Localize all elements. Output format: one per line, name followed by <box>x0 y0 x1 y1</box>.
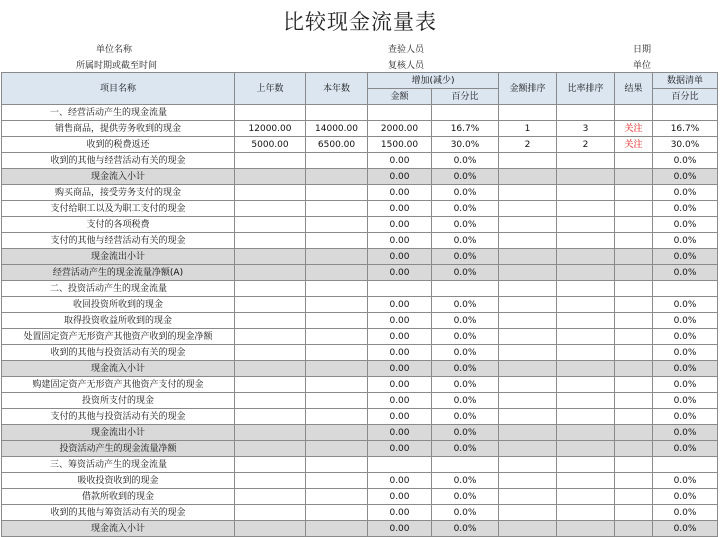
last-year-cell <box>235 217 306 233</box>
this-year-cell <box>306 265 368 281</box>
table-row <box>2 441 718 457</box>
ratio-rank-cell <box>557 169 615 185</box>
data-percent-cell: 0.0% <box>653 201 718 217</box>
ratio-rank-cell: 2 <box>557 137 615 153</box>
this-year-cell <box>306 473 368 489</box>
amount-rank-cell <box>499 185 557 201</box>
amount-rank-cell <box>499 393 557 409</box>
change-percent-cell: 0.0% <box>432 249 499 265</box>
change-percent-cell: 0.0% <box>432 313 499 329</box>
result-cell <box>615 281 653 297</box>
this-year-cell <box>306 153 368 169</box>
this-year-cell <box>306 201 368 217</box>
item-name-cell: 收到的其他与筹资活动有关的现金 <box>2 505 235 521</box>
this-year-cell <box>306 409 368 425</box>
data-percent-cell: 0.0% <box>653 153 718 169</box>
item-name-cell: 销售商品，提供劳务收到的现金 <box>2 121 235 137</box>
amount-rank-cell <box>499 297 557 313</box>
result-cell <box>615 217 653 233</box>
change-amount-cell: 0.00 <box>368 265 432 281</box>
amount-rank-cell <box>499 473 557 489</box>
data-percent-cell: 0.0% <box>653 489 718 505</box>
table-row <box>2 185 718 201</box>
this-year-cell <box>306 297 368 313</box>
table-row <box>2 505 718 521</box>
unit-label: 单位 <box>633 61 652 71</box>
ratio-rank-cell <box>557 105 615 121</box>
last-year-cell <box>235 249 306 265</box>
this-year-cell <box>306 185 368 201</box>
header-data-list: 数据清单 <box>653 73 718 89</box>
ratio-rank-cell: 3 <box>557 121 615 137</box>
change-amount-cell: 0.00 <box>368 441 432 457</box>
this-year-cell <box>306 393 368 409</box>
last-year-cell <box>235 233 306 249</box>
ratio-rank-cell <box>557 361 615 377</box>
this-year-cell <box>306 217 368 233</box>
change-amount-cell: 0.00 <box>368 297 432 313</box>
table-row <box>2 425 718 441</box>
result-cell <box>615 185 653 201</box>
change-amount-cell: 0.00 <box>368 201 432 217</box>
last-year-cell <box>235 185 306 201</box>
ratio-rank-cell <box>557 409 615 425</box>
change-percent-cell: 0.0% <box>432 233 499 249</box>
ratio-rank-cell <box>557 281 615 297</box>
change-amount-cell: 0.00 <box>368 377 432 393</box>
change-percent-cell: 0.0% <box>432 169 499 185</box>
amount-rank-cell <box>499 361 557 377</box>
change-percent-cell: 0.0% <box>432 521 499 537</box>
change-amount-cell: 0.00 <box>368 393 432 409</box>
this-year-cell <box>306 249 368 265</box>
data-percent-cell: 16.7% <box>653 121 718 137</box>
amount-rank-cell <box>499 425 557 441</box>
this-year-cell <box>306 105 368 121</box>
this-year-cell <box>306 457 368 473</box>
result-cell <box>615 249 653 265</box>
table-row <box>2 169 718 185</box>
ratio-rank-cell <box>557 265 615 281</box>
last-year-cell <box>235 441 306 457</box>
header-result: 结果 <box>615 73 653 105</box>
data-percent-cell: 0.0% <box>653 361 718 377</box>
table-row <box>2 313 718 329</box>
header-item: 项目名称 <box>2 73 235 105</box>
item-name-cell: 取得投资收益所收到的现金 <box>2 313 235 329</box>
change-amount-cell: 0.00 <box>368 473 432 489</box>
data-percent-cell: 0.0% <box>653 409 718 425</box>
data-percent-cell: 0.0% <box>653 425 718 441</box>
last-year-cell <box>235 153 306 169</box>
this-year-cell <box>306 313 368 329</box>
amount-rank-cell <box>499 505 557 521</box>
data-percent-cell: 0.0% <box>653 217 718 233</box>
change-amount-cell: 0.00 <box>368 505 432 521</box>
ratio-rank-cell <box>557 297 615 313</box>
result-cell <box>615 361 653 377</box>
amount-rank-cell <box>499 169 557 185</box>
change-amount-cell: 0.00 <box>368 169 432 185</box>
date-label: 日期 <box>633 45 652 55</box>
amount-rank-cell: 2 <box>499 137 557 153</box>
last-year-cell <box>235 425 306 441</box>
item-name-cell: 收到的其他与投资活动有关的现金 <box>2 345 235 361</box>
last-year-cell <box>235 201 306 217</box>
result-cell <box>615 201 653 217</box>
data-percent-cell: 0.0% <box>653 345 718 361</box>
item-name-cell: 现金流入小计 <box>2 169 235 185</box>
last-year-cell <box>235 313 306 329</box>
amount-rank-cell <box>499 377 557 393</box>
change-percent-cell <box>432 457 499 473</box>
last-year-cell <box>235 281 306 297</box>
table-row <box>2 409 718 425</box>
change-percent-cell: 0.0% <box>432 153 499 169</box>
result-cell <box>615 329 653 345</box>
this-year-cell: 6500.00 <box>306 137 368 153</box>
table-row <box>2 217 718 233</box>
change-percent-cell: 0.0% <box>432 201 499 217</box>
result-cell <box>615 409 653 425</box>
table-row <box>2 393 718 409</box>
header-last-year: 上年数 <box>235 73 306 105</box>
ratio-rank-cell <box>557 393 615 409</box>
amount-rank-cell <box>499 281 557 297</box>
change-amount-cell: 0.00 <box>368 233 432 249</box>
header-this-year: 本年数 <box>306 73 368 105</box>
item-name-cell: 吸收投资收到的现金 <box>2 473 235 489</box>
this-year-cell <box>306 521 368 537</box>
amount-rank-cell <box>499 457 557 473</box>
reviewer-label: 复核人员 <box>388 61 425 71</box>
this-year-cell <box>306 377 368 393</box>
period-label: 所属时期或截至时间 <box>76 61 158 71</box>
result-cell <box>615 297 653 313</box>
data-percent-cell: 0.0% <box>653 265 718 281</box>
table-row <box>2 121 718 137</box>
last-year-cell <box>235 297 306 313</box>
last-year-cell <box>235 169 306 185</box>
item-name-cell: 支付的其他与投资活动有关的现金 <box>2 409 235 425</box>
amount-rank-cell <box>499 521 557 537</box>
change-amount-cell: 2000.00 <box>368 121 432 137</box>
last-year-cell <box>235 521 306 537</box>
change-percent-cell: 0.0% <box>432 489 499 505</box>
ratio-rank-cell <box>557 185 615 201</box>
data-percent-cell: 0.0% <box>653 329 718 345</box>
change-amount-cell: 0.00 <box>368 489 432 505</box>
ratio-rank-cell <box>557 217 615 233</box>
header-amount: 金额 <box>368 89 432 105</box>
ratio-rank-cell <box>557 313 615 329</box>
item-name-cell: 支付给职工以及为职工支付的现金 <box>2 201 235 217</box>
table-row <box>2 361 718 377</box>
table-row <box>2 329 718 345</box>
ratio-rank-cell <box>557 457 615 473</box>
table-row <box>2 233 718 249</box>
amount-rank-cell <box>499 409 557 425</box>
change-percent-cell: 0.0% <box>432 393 499 409</box>
data-percent-cell: 0.0% <box>653 249 718 265</box>
data-percent-cell: 0.0% <box>653 505 718 521</box>
ratio-rank-cell <box>557 377 615 393</box>
data-percent-cell: 0.0% <box>653 473 718 489</box>
change-percent-cell: 0.0% <box>432 361 499 377</box>
result-cell: 关注 <box>615 137 653 153</box>
last-year-cell <box>235 329 306 345</box>
table-row <box>2 489 718 505</box>
change-percent-cell: 0.0% <box>432 441 499 457</box>
last-year-cell <box>235 505 306 521</box>
table-row <box>2 265 718 281</box>
change-percent-cell: 0.0% <box>432 505 499 521</box>
item-name-cell: 现金流入小计 <box>2 361 235 377</box>
change-amount-cell: 0.00 <box>368 153 432 169</box>
item-name-cell: 购建固定资产无形资产其他资产支付的现金 <box>2 377 235 393</box>
result-cell <box>615 521 653 537</box>
last-year-cell <box>235 105 306 121</box>
table-row <box>2 137 718 153</box>
change-amount-cell <box>368 105 432 121</box>
last-year-cell <box>235 409 306 425</box>
ratio-rank-cell <box>557 329 615 345</box>
change-percent-cell: 0.0% <box>432 297 499 313</box>
result-cell <box>615 473 653 489</box>
result-cell <box>615 425 653 441</box>
change-percent-cell: 0.0% <box>432 217 499 233</box>
ratio-rank-cell <box>557 345 615 361</box>
this-year-cell <box>306 169 368 185</box>
item-name-cell: 经营活动产生的现金流量净额(A) <box>2 265 235 281</box>
data-percent-cell <box>653 105 718 121</box>
header-ratio-rank: 比率排序 <box>557 73 615 105</box>
last-year-cell <box>235 377 306 393</box>
change-amount-cell: 0.00 <box>368 329 432 345</box>
unit-name-label: 单位名称 <box>96 45 133 55</box>
result-cell <box>615 505 653 521</box>
ratio-rank-cell <box>557 233 615 249</box>
result-cell <box>615 457 653 473</box>
last-year-cell: 12000.00 <box>235 121 306 137</box>
table-row <box>2 377 718 393</box>
last-year-cell <box>235 489 306 505</box>
cash-flow-table <box>1 72 718 537</box>
change-amount-cell: 0.00 <box>368 521 432 537</box>
data-percent-cell: 0.0% <box>653 393 718 409</box>
last-year-cell <box>235 473 306 489</box>
change-amount-cell: 0.00 <box>368 217 432 233</box>
change-percent-cell: 0.0% <box>432 473 499 489</box>
table-row <box>2 201 718 217</box>
checker-label: 查验人员 <box>388 45 425 55</box>
result-cell <box>615 265 653 281</box>
last-year-cell <box>235 345 306 361</box>
item-name-cell: 投资所支付的现金 <box>2 393 235 409</box>
result-cell <box>615 345 653 361</box>
data-percent-cell <box>653 457 718 473</box>
table-row <box>2 473 718 489</box>
amount-rank-cell <box>499 201 557 217</box>
change-amount-cell <box>368 457 432 473</box>
data-percent-cell: 0.0% <box>653 441 718 457</box>
item-name-cell: 二、投资活动产生的现金流量 <box>2 281 235 297</box>
change-amount-cell: 0.00 <box>368 313 432 329</box>
result-cell <box>615 153 653 169</box>
change-percent-cell <box>432 105 499 121</box>
amount-rank-cell: 1 <box>499 121 557 137</box>
change-percent-cell: 0.0% <box>432 329 499 345</box>
data-percent-cell: 0.0% <box>653 377 718 393</box>
change-percent-cell: 16.7% <box>432 121 499 137</box>
change-amount-cell: 0.00 <box>368 425 432 441</box>
change-percent-cell: 0.0% <box>432 377 499 393</box>
this-year-cell <box>306 233 368 249</box>
item-name-cell: 现金流出小计 <box>2 249 235 265</box>
amount-rank-cell <box>499 313 557 329</box>
amount-rank-cell <box>499 249 557 265</box>
last-year-cell <box>235 361 306 377</box>
result-cell <box>615 313 653 329</box>
data-percent-cell: 30.0% <box>653 137 718 153</box>
table-row <box>2 249 718 265</box>
amount-rank-cell <box>499 233 557 249</box>
ratio-rank-cell <box>557 441 615 457</box>
last-year-cell <box>235 265 306 281</box>
ratio-rank-cell <box>557 473 615 489</box>
change-percent-cell: 0.0% <box>432 345 499 361</box>
header-change: 增加(减少) <box>368 73 499 89</box>
result-cell <box>615 169 653 185</box>
header-data-percent: 百分比 <box>653 89 718 105</box>
result-cell <box>615 105 653 121</box>
change-amount-cell: 0.00 <box>368 345 432 361</box>
change-amount-cell: 0.00 <box>368 249 432 265</box>
last-year-cell <box>235 457 306 473</box>
change-percent-cell <box>432 281 499 297</box>
ratio-rank-cell <box>557 153 615 169</box>
amount-rank-cell <box>499 329 557 345</box>
table-row <box>2 297 718 313</box>
header-percent: 百分比 <box>432 89 499 105</box>
item-name-cell: 现金流出小计 <box>2 425 235 441</box>
change-amount-cell: 1500.00 <box>368 137 432 153</box>
change-amount-cell: 0.00 <box>368 185 432 201</box>
this-year-cell <box>306 489 368 505</box>
item-name-cell: 一、经营活动产生的现金流量 <box>2 105 235 121</box>
last-year-cell: 5000.00 <box>235 137 306 153</box>
result-cell <box>615 233 653 249</box>
item-name-cell: 收到的其他与经营活动有关的现金 <box>2 153 235 169</box>
item-name-cell: 投资活动产生的现金流量净额 <box>2 441 235 457</box>
last-year-cell <box>235 393 306 409</box>
this-year-cell <box>306 361 368 377</box>
data-percent-cell: 0.0% <box>653 169 718 185</box>
this-year-cell <box>306 329 368 345</box>
this-year-cell <box>306 505 368 521</box>
this-year-cell <box>306 345 368 361</box>
table-row <box>2 457 718 473</box>
amount-rank-cell <box>499 441 557 457</box>
change-amount-cell: 0.00 <box>368 409 432 425</box>
result-cell <box>615 489 653 505</box>
amount-rank-cell <box>499 345 557 361</box>
data-percent-cell: 0.0% <box>653 297 718 313</box>
change-amount-cell <box>368 281 432 297</box>
data-percent-cell: 0.0% <box>653 233 718 249</box>
item-name-cell: 处置固定资产无形资产其他资产收到的现金净额 <box>2 329 235 345</box>
item-name-cell: 收到的税费返还 <box>2 137 235 153</box>
ratio-rank-cell <box>557 489 615 505</box>
change-amount-cell: 0.00 <box>368 361 432 377</box>
amount-rank-cell <box>499 153 557 169</box>
table-row <box>2 521 718 537</box>
amount-rank-cell <box>499 265 557 281</box>
this-year-cell: 14000.00 <box>306 121 368 137</box>
ratio-rank-cell <box>557 521 615 537</box>
data-percent-cell: 0.0% <box>653 313 718 329</box>
header-amount-rank: 金额排序 <box>499 73 557 105</box>
result-cell <box>615 377 653 393</box>
this-year-cell <box>306 425 368 441</box>
change-percent-cell: 0.0% <box>432 425 499 441</box>
item-name-cell: 借款所收到的现金 <box>2 489 235 505</box>
result-cell <box>615 441 653 457</box>
item-name-cell: 支付的其他与经营活动有关的现金 <box>2 233 235 249</box>
this-year-cell <box>306 441 368 457</box>
change-percent-cell: 0.0% <box>432 185 499 201</box>
result-cell <box>615 393 653 409</box>
item-name-cell: 收回投资所收到的现金 <box>2 297 235 313</box>
result-cell: 关注 <box>615 121 653 137</box>
ratio-rank-cell <box>557 505 615 521</box>
amount-rank-cell <box>499 217 557 233</box>
this-year-cell <box>306 281 368 297</box>
item-name-cell: 支付的各项税费 <box>2 217 235 233</box>
amount-rank-cell <box>499 105 557 121</box>
page-title: 比较现金流量表 <box>283 10 437 34</box>
item-name-cell: 现金流入小计 <box>2 521 235 537</box>
table-row <box>2 281 718 297</box>
change-percent-cell: 0.0% <box>432 265 499 281</box>
ratio-rank-cell <box>557 201 615 217</box>
data-percent-cell <box>653 281 718 297</box>
item-name-cell: 三、筹资活动产生的现金流量 <box>2 457 235 473</box>
data-percent-cell: 0.0% <box>653 521 718 537</box>
item-name-cell: 购买商品，接受劳务支付的现金 <box>2 185 235 201</box>
ratio-rank-cell <box>557 249 615 265</box>
table-row <box>2 105 718 121</box>
change-percent-cell: 30.0% <box>432 137 499 153</box>
change-percent-cell: 0.0% <box>432 409 499 425</box>
data-percent-cell: 0.0% <box>653 185 718 201</box>
table-row <box>2 345 718 361</box>
ratio-rank-cell <box>557 425 615 441</box>
table-row <box>2 153 718 169</box>
amount-rank-cell <box>499 489 557 505</box>
